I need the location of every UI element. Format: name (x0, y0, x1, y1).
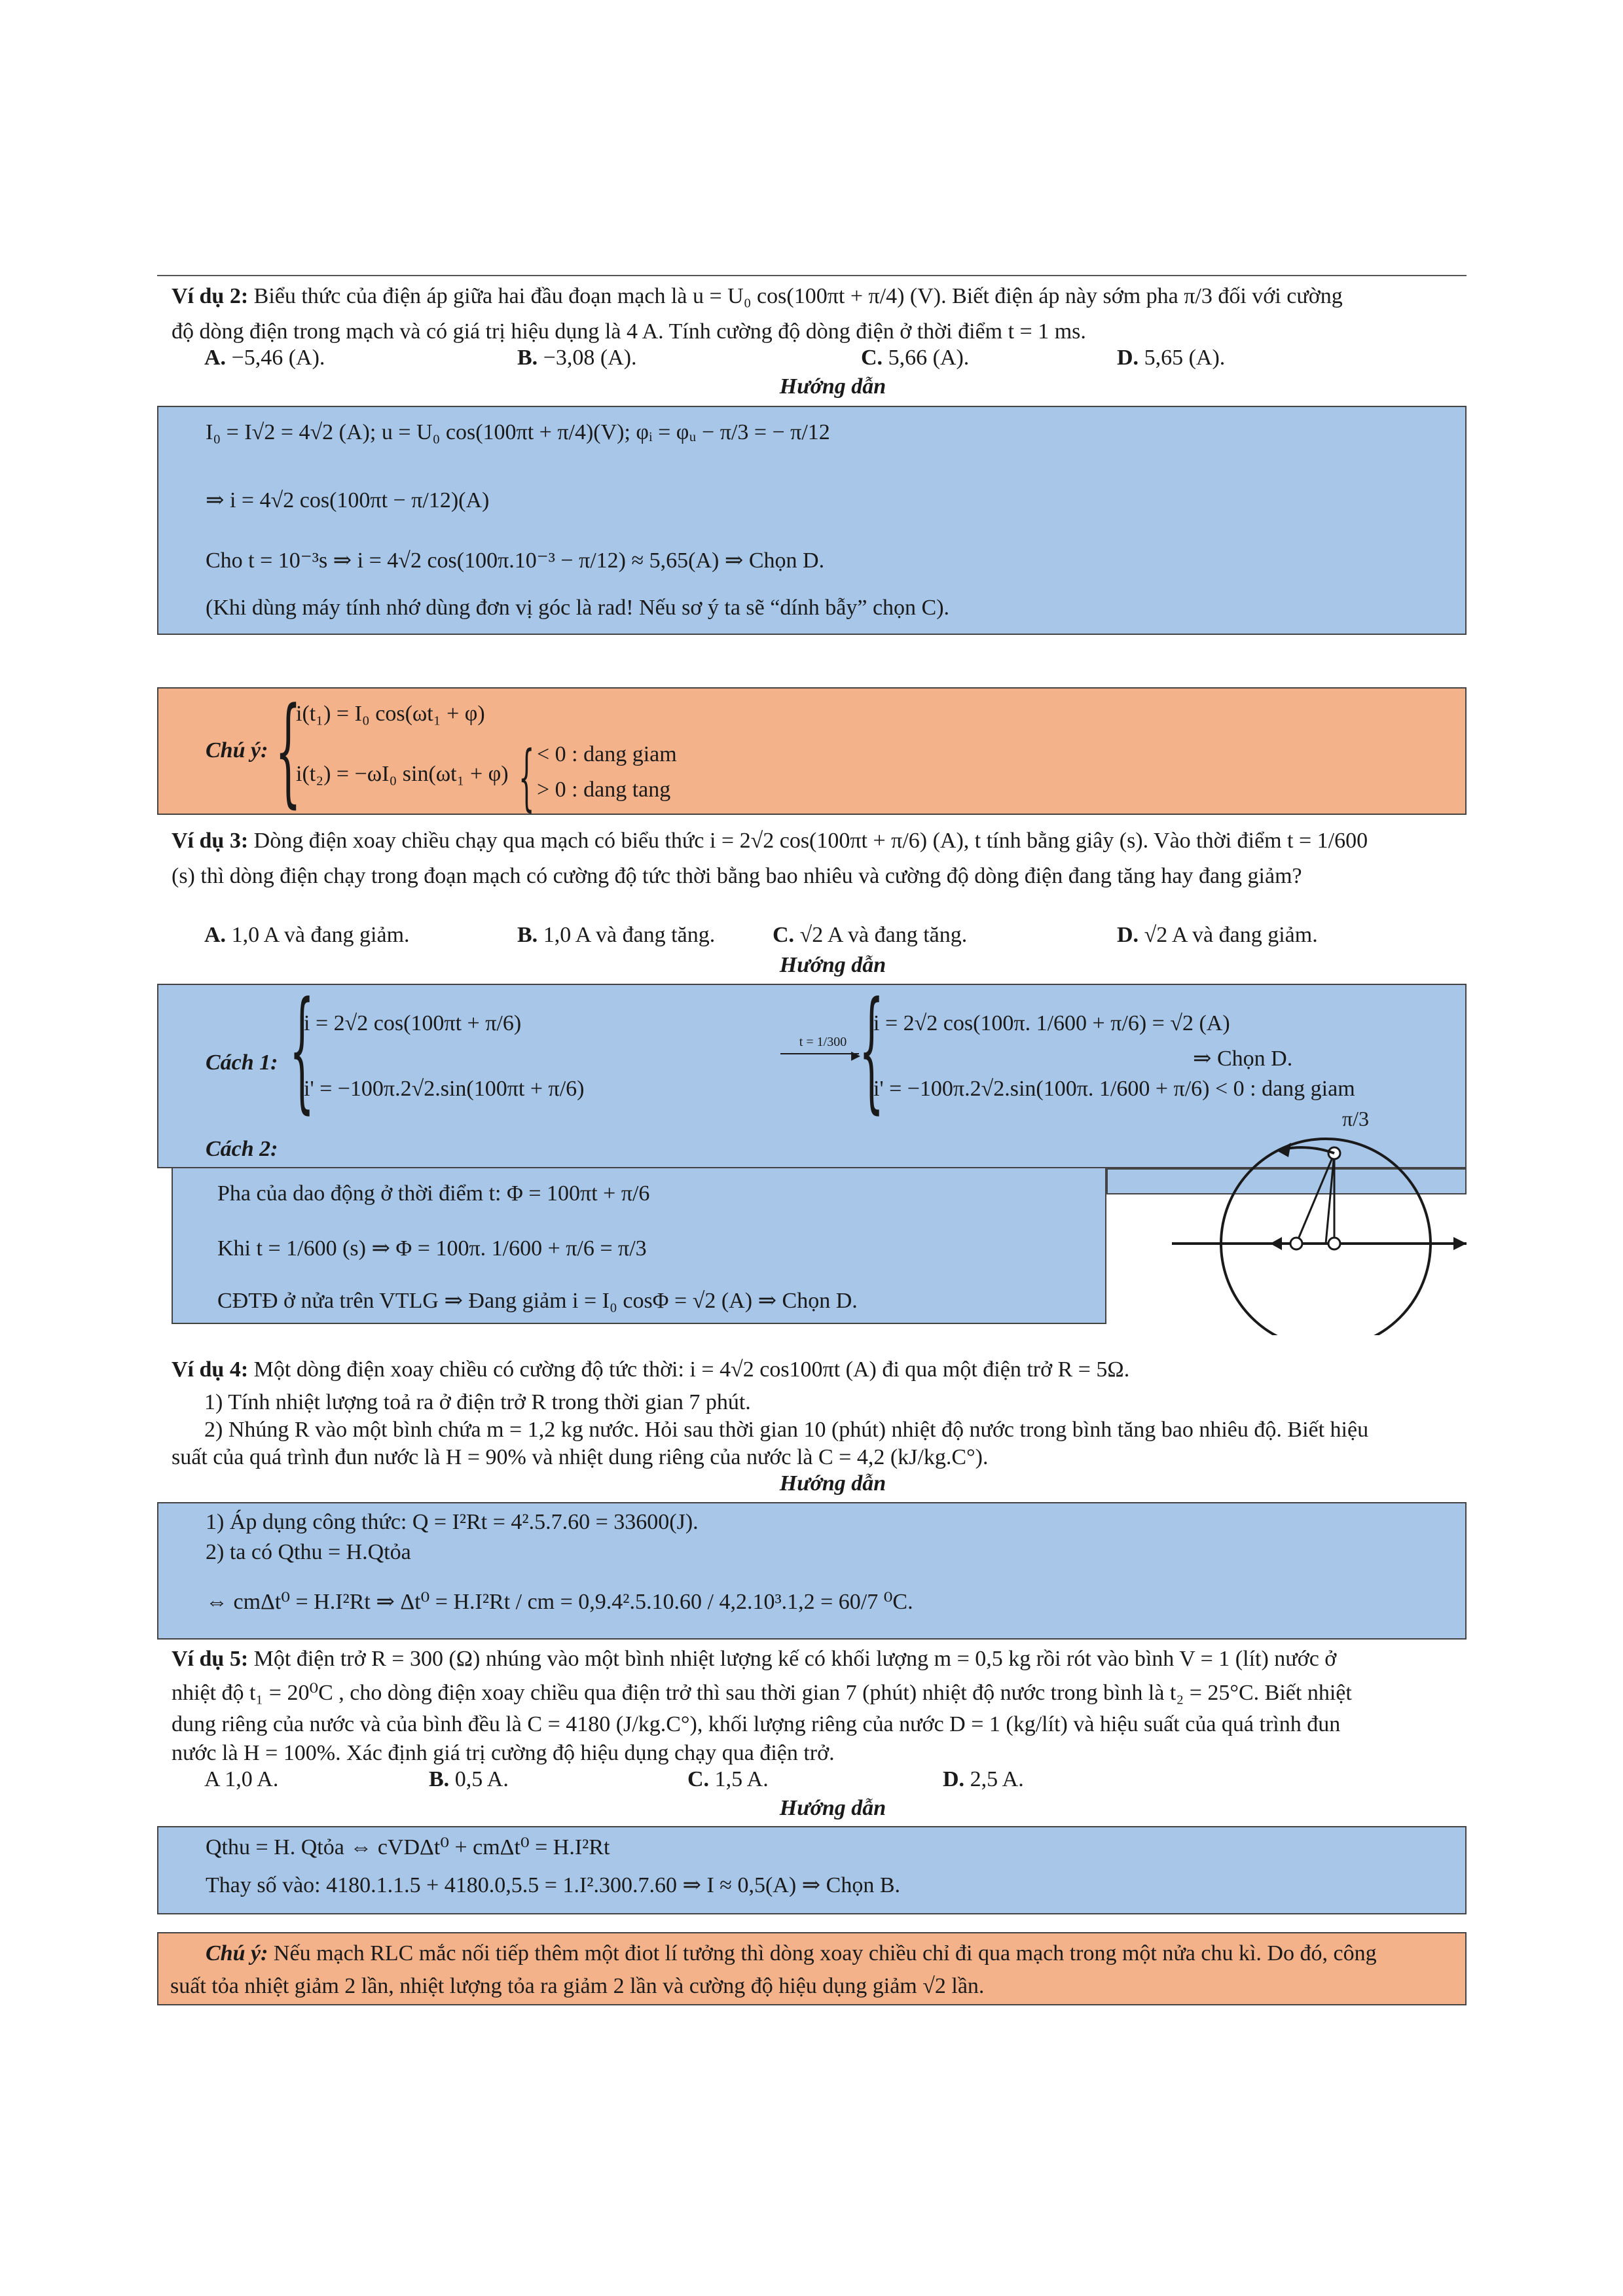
ex2-option-d: D. 5,65 (A). (1117, 346, 1226, 370)
ex3-arrow-label: t = 1/300 (799, 1035, 847, 1049)
ex3-arrow-line (780, 1053, 859, 1054)
ex5-label: Ví dụ 5: (172, 1647, 249, 1671)
trig-point-proj (1328, 1238, 1340, 1249)
note2-line1-text: Nếu mạch RLC mắc nối tiếp thêm một điot lí tưởng thì dòng xoay chiều chỉ đi qua mạch trong một nửa chu kì. Do đó, công (268, 1941, 1377, 1965)
note1-cond2: > 0 : dang tang (537, 778, 671, 802)
ex3-c1-l2: i' = −100π.2√2.sin(100πt + π/6) (304, 1077, 585, 1101)
trig-axis-arrow-icon (1453, 1237, 1467, 1250)
ex4-label: Ví dụ 4: (172, 1357, 249, 1382)
ex2-sol-line2: ⇒ i = 4√2 cos(100πt − π/12)(A) (206, 488, 490, 512)
ex3-c2-l3: CĐTĐ ở nửa trên VTLG ⇒ Đang giảm i = I₀ cosΦ = √2 (A) ⇒ Chọn D. (217, 1289, 858, 1313)
ex4-guide-title: Hướng dẫn (779, 1471, 886, 1496)
ex3-c2-l1: Pha của dao động ở thời điểm t: Φ = 100πt + π/6 (217, 1181, 650, 1206)
ex2-label: Ví dụ 2: (172, 284, 249, 308)
note2-box (157, 1932, 1467, 2005)
ex3-c1-l1: i = 2√2 cos(100πt + π/6) (304, 1011, 522, 1035)
note1-brace-small: { (519, 735, 535, 819)
ex3-c2-l2: Khi t = 1/600 (s) ⇒ Φ = 100π. 1/600 + π/6 = π/3 (217, 1236, 647, 1261)
ex4-sol-line3: ⇔ cmΔt⁰ = H.I²Rt ⇒ Δt⁰ = H.I²Rt / cm = 0,9.4².5.10.60 / 4,2.10³.1,2 = 60/7 ⁰C. (206, 1590, 913, 1614)
note2-line1 (206, 1939, 1377, 1969)
ex3-guide-title: Hướng dẫn (779, 953, 886, 977)
ex3-q1-text: Dòng điện xoay chiều chạy qua mạch có biểu thức i = 2√2 cos(100πt + π/6) (A), t tính bằng giây (s). Vào thời điểm t = 1/600 (253, 829, 1368, 853)
note1-box (157, 683, 1467, 819)
ex3-c1-r2: i' = −100π.2√2.sin(100π. 1/600 + π/6) < 0 : dang giam (873, 1077, 1355, 1101)
ex3-cach1-label: Cách 1: (206, 1050, 278, 1075)
ex2-guide-title: Hướng dẫn (779, 374, 886, 399)
ex5-solution-box (157, 1826, 1467, 1914)
ex5-sol-line1: Qthu = H. Qtỏa ⇔ cVDΔt⁰ + cmΔt⁰ = H.I²Rt (206, 1835, 610, 1859)
ex2-solution-box (157, 406, 1467, 635)
ex3-option-c: C. √2 A và đang tăng. (773, 923, 968, 947)
trig-rotation-arrow-icon (1277, 1143, 1291, 1157)
ex3-option-d: D. √2 A và đang giảm. (1117, 923, 1318, 947)
ex2-option-b: B. −3,08 (A). (517, 346, 637, 370)
ex5-option-a: A 1,0 A. (204, 1767, 279, 1791)
ex5-question-line4: nước là H = 100%. Xác định giá trị cường độ hiệu dụng chạy qua điện trở. (172, 1741, 835, 1765)
ex2-question-line2: độ dòng điện trong mạch và có giá trị hiệu dụng là 4 A. Tính cường độ dòng điện ở thời điểm t = 1 ms. (172, 319, 1086, 344)
note1-line2: i(t₂) = −ωI₀ sin(ωt₁ + φ) (296, 762, 509, 786)
ex4-question-line2: 1) Tính nhiệt lượng toả ra ở điện trở R trong thời gian 7 phút. (204, 1390, 751, 1414)
ex3-cach2-label: Cách 2: (206, 1137, 278, 1161)
note1-line1: i(t₁) = I₀ cos(ωt₁ + φ) (296, 702, 485, 726)
trig-radius (1326, 1153, 1334, 1244)
ex2-sol-line3: Cho t = 10⁻³s ⇒ i = 4√2 cos(100π.10⁻³ − π/12) ≈ 5,65(A) ⇒ Chọn D. (206, 548, 825, 573)
ex3-brace-right: { (859, 974, 884, 1126)
note1-label: Chú ý: (206, 738, 268, 762)
ex4-sol-line2: 2) ta có Qthu = H.Qtỏa (206, 1540, 411, 1564)
note2-line2: suất tỏa nhiệt giảm 2 lần, nhiệt lượng tỏa ra giảm 2 lần và cường độ hiệu dụng giảm √2 lần. (170, 1974, 985, 1998)
ex5-option-d: D. 2,5 A. (943, 1767, 1024, 1791)
ex4-question-line3: 2) Nhúng R vào một bình chứa m = 1,2 kg nước. Hỏi sau thời gian 10 (phút) nhiệt độ nước trong bình tăng bao nhiêu độ. Biết hiệu (204, 1418, 1369, 1442)
ex4-q1-text: Một dòng điện xoay chiều có cường độ tức thời: i = 4√2 cos100πt (A) đi qua một điện trở R = 5Ω. (253, 1357, 1130, 1382)
ex3-c1-choice: ⇒ Chọn D. (1193, 1047, 1293, 1071)
trig-point-left (1290, 1238, 1302, 1249)
ex4-question-line4: suất của quá trình đun nước là H = 90% và nhiệt dung riêng của nước là C = 4,2 (kJ/kg.C°). (172, 1445, 989, 1469)
ex3-c1-r1: i = 2√2 cos(100π. 1/600 + π/6) = √2 (A) (873, 1011, 1230, 1035)
ex2-q1-text: Biểu thức của điện áp giữa hai đầu đoạn mạch là u = U₀ cos(100πt + π/4) (V). Biết điện áp này sớm pha π/3 đối với cường (253, 284, 1343, 308)
ex5-question-line2: nhiệt độ t₁ = 20⁰C , cho dòng điện xoay chiều qua điện trở thì sau thời gian 7 (phút) nhiệt độ nước trong bình là t₂ = 25°C. Biết nhiệt (172, 1681, 1352, 1705)
ex3-label: Ví dụ 3: (172, 829, 249, 853)
trig-axis-arrow-left-icon (1270, 1237, 1282, 1250)
top-rule (157, 275, 1467, 276)
ex3-question-line1 (172, 826, 1368, 856)
ex2-sol-line4: (Khi dùng máy tính nhớ dùng đơn vị góc là rad! Nếu sơ ý ta sẽ “dính bẫy” chọn C). (206, 596, 950, 620)
ex2-sol-line1: I₀ = I√2 = 4√2 (A); u = U₀ cos(100πt + π/4)(V); φᵢ = φᵤ − π/3 = − π/12 (206, 420, 830, 444)
ex5-question-line3: dung riêng của nước và của bình đều là C = 4180 (J/kg.C°), khối lượng riêng của nước D = 1 (kg/lít) và hiệu suất của quá trình đun (172, 1712, 1341, 1736)
ex5-q1-text: Một điện trở R = 300 (Ω) nhúng vào một bình nhiệt lượng kế có khối lượng m = 0,5 kg rồi rót vào bình V = 1 (lít) nước ở (253, 1647, 1337, 1671)
ex4-solution-box (157, 1502, 1467, 1640)
ex3-brace-left: { (289, 974, 315, 1126)
ex5-guide-title: Hướng dẫn (779, 1796, 886, 1820)
ex4-question-line1 (172, 1355, 1129, 1385)
ex3-cach2-box (172, 1168, 1106, 1324)
ex3-question-line2: (s) thì dòng điện chạy trong đoạn mạch có cường độ tức thời bằng bao nhiêu và cường độ dòng điện đang tăng hay đang giảm? (172, 864, 1302, 888)
ex2-question-line1 (172, 281, 1343, 312)
trig-angle-label: π/3 (1342, 1107, 1370, 1130)
ex3-option-b: B. 1,0 A và đang tăng. (517, 923, 716, 947)
ex3-arrow-head: ▸ (851, 1045, 861, 1066)
ex3-trig-circle (1113, 1086, 1467, 1335)
trig-radius-2 (1296, 1153, 1334, 1244)
ex5-option-b: B. 0,5 A. (429, 1767, 509, 1791)
ex2-option-c: C. 5,66 (A). (861, 346, 970, 370)
note1-cond1: < 0 : dang giam (537, 742, 677, 766)
ex3-option-a: A. 1,0 A và đang giảm. (204, 923, 410, 947)
ex2-option-a: A. −5,46 (A). (204, 346, 325, 370)
ex5-sol-line2: Thay số vào: 4180.1.1.5 + 4180.0,5.5 = 1.I².300.7.60 ⇒ I ≈ 0,5(A) ⇒ Chọn B. (206, 1873, 901, 1897)
note2-label: Chú ý: (206, 1941, 268, 1965)
ex5-option-c: C. 1,5 A. (687, 1767, 769, 1791)
ex4-sol-line1: 1) Áp dụng công thức: Q = I²Rt = 4².5.7.60 = 33600(J). (206, 1510, 699, 1534)
ex5-question-line1 (172, 1644, 1336, 1674)
note1-brace: { (275, 683, 302, 819)
